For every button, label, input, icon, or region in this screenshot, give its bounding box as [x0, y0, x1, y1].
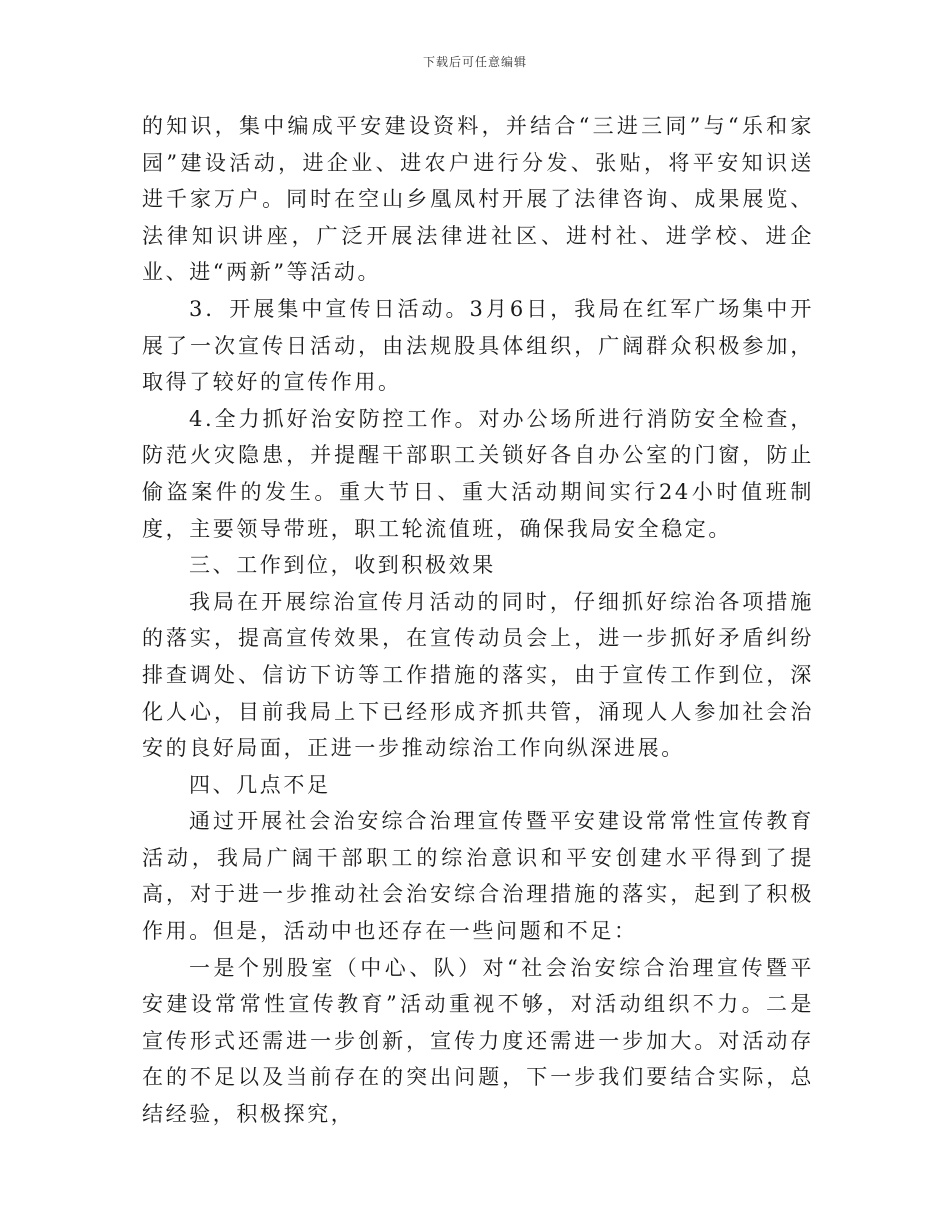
paragraph-item-4: 4.全力抓好治安防控工作。对办公场所进行消防安全检查，防范火灾隐患，并提醒干部职工关锁好各自办公室的门窗，防止偷盗案件的发生。重大节日、重大活动期间实行24小时值班制度，主要领导带班，职工轮流值班，确保我局安全稳定。 [142, 406, 814, 541]
paragraph-section-4-intro: 通过开展社会治安综合治理宣传暨平安建设常常性宣传教育活动，我局广阔干部职工的综治意识和平安创建水平得到了提高，对于进一步推动社会治安综合治理措施的落实，起到了积极作用。但是，活动中也还存在一些问题和不足： [142, 809, 814, 944]
document-body [142, 108, 814, 1133]
paragraph-section-4-issues: 一是个别股室（中心、队）对“社会治安综合治理宣传暨平安建设常常性宣传教育”活动重视不够，对活动组织不力。二是宣传形式还需进一步创新，宣传力度还需进一步加大。对活动存在的不足以及当前存在的突出问题，下一步我们要结合实际，总结经验，积极探究， [142, 955, 814, 1127]
paragraph-section-3-body: 我局在开展综治宣传月活动的同时，仔细抓好综治各项措施的落实，提高宣传效果，在宣传动员会上，进一步抓好矛盾纠纷排查调处、信访下访等工作措施的落实，由于宣传工作到位，深化人心，目前我局上下已经形成齐抓共管，涌现人人参加社会治安的良好局面，正进一步推动综治工作向纵深进展。 [142, 589, 814, 761]
paragraph-item-3: 3．开展集中宣传日活动。3月6日，我局在红军广场集中开展了一次宣传日活动，由法规股具体组织，广阔群众积极参加，取得了较好的宣传作用。 [142, 296, 814, 395]
section-heading-3: 三、工作到位，收到积极效果 [189, 553, 496, 578]
paragraph-continuation: 的知识，集中编成平安建设资料，并结合“三进三同”与“乐和家园”建设活动，进企业、进农户进行分发、张贴，将平安知识送进千家万户。同时在空山乡凰凤村开展了法律咨询、成果展览、法律知识讲座，广泛开展法律进社区、进村社、进学校、进企业、进“两新”等活动。 [142, 114, 814, 285]
running-header: 下载后可任意编辑 [422, 55, 527, 69]
section-heading-4: 四、几点不足 [189, 772, 331, 797]
